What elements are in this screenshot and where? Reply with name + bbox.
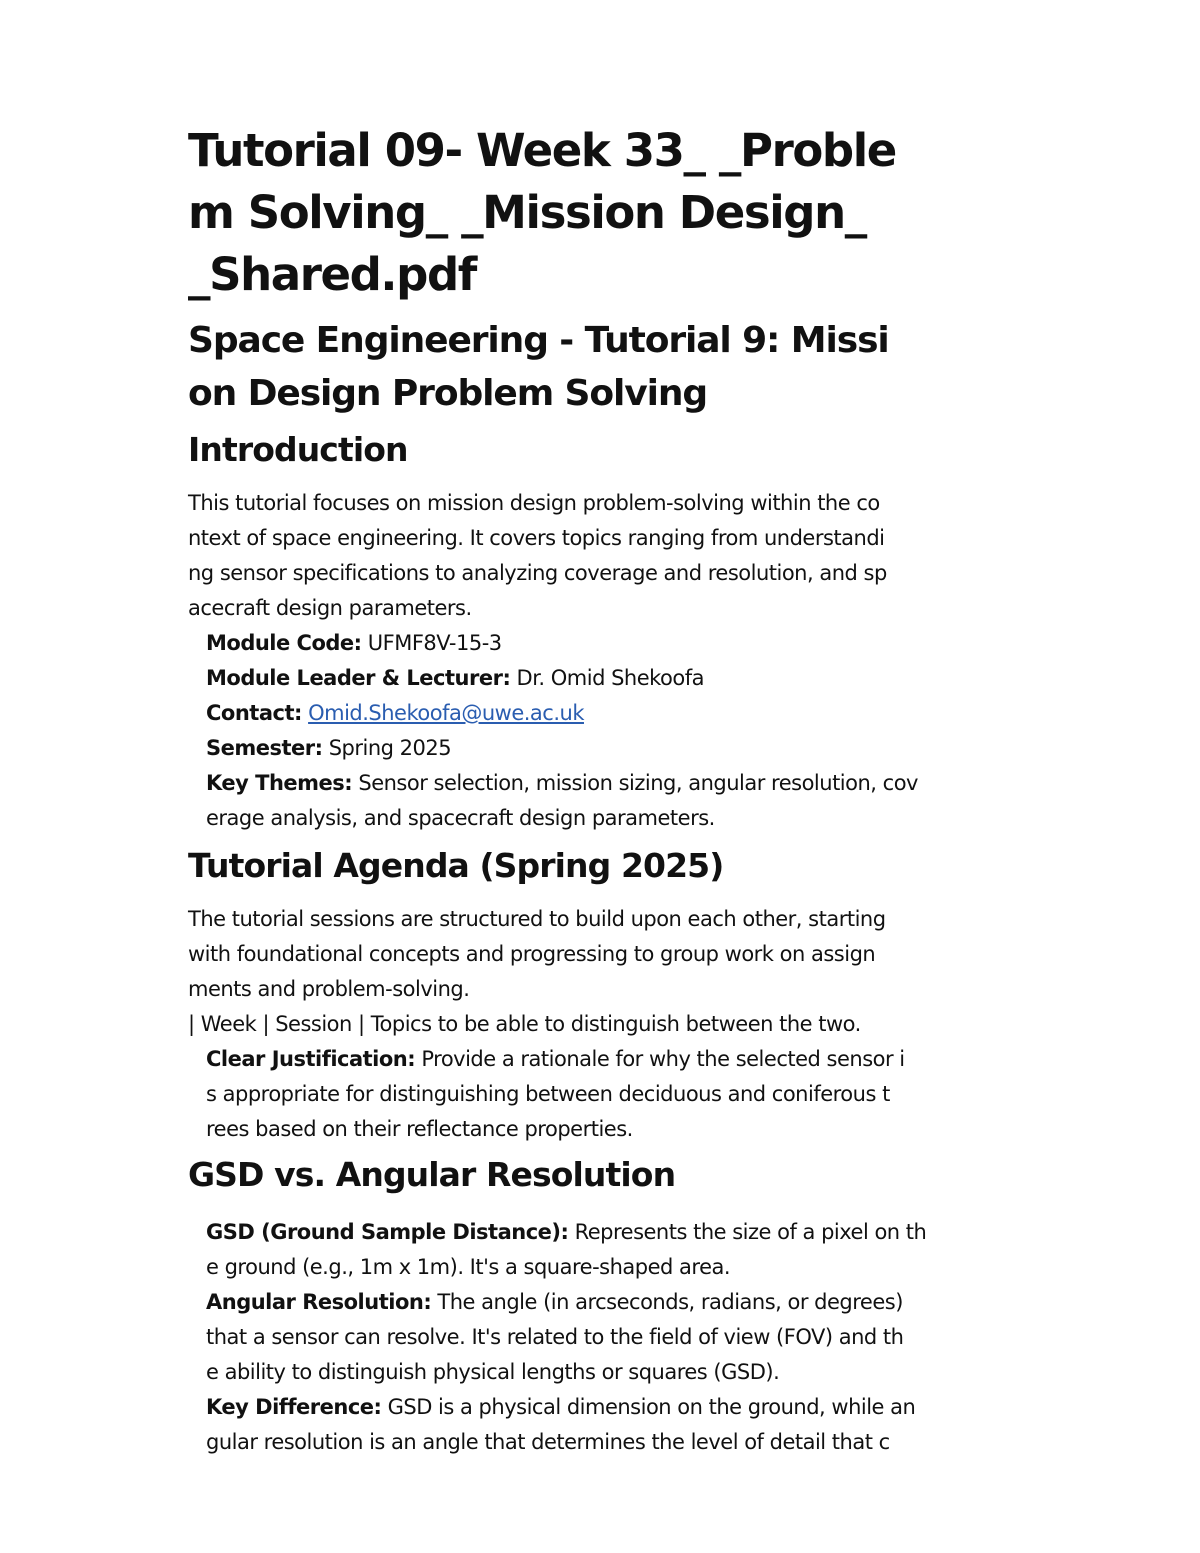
angular-continuation: e ability to distinguish physical lengths or squares (GSD).	[206, 1360, 780, 1384]
key-themes-label: Key Themes:	[206, 771, 353, 795]
justification-continuation: rees based on their reflectance properties.	[206, 1117, 633, 1141]
introduction-paragraph	[188, 486, 1018, 626]
agenda-heading: Tutorial Agenda (Spring 2025)	[188, 846, 724, 885]
title-line: _Shared.pdf	[188, 248, 476, 301]
paragraph-line: ments and problem-solving.	[188, 977, 470, 1001]
introduction-heading: Introduction	[188, 430, 408, 469]
gsd-label: GSD (Ground Sample Distance):	[206, 1220, 569, 1244]
key-themes-row	[206, 766, 1018, 801]
gsd-continuation: e ground (e.g., 1m x 1m). It's a square-shaped area.	[206, 1255, 731, 1279]
paragraph-line: The tutorial sessions are structured to build upon each other, starting	[188, 907, 886, 931]
module-leader-value: Dr. Omid Shekoofa	[510, 666, 705, 690]
contact-email-link[interactable]: Omid.Shekoofa@uwe.ac.uk	[308, 701, 584, 725]
semester-value: Spring 2025	[322, 736, 452, 760]
paragraph-line: with foundational concepts and progressing to group work on assign	[188, 942, 876, 966]
key-themes-value: Sensor selection, mission sizing, angular resolution, cov	[352, 771, 918, 795]
paragraph-line: ng sensor specifications to analyzing coverage and resolution, and sp	[188, 561, 887, 585]
difference-row	[206, 1390, 1018, 1425]
difference-continuation: gular resolution is an angle that determines the level of detail that c	[206, 1430, 890, 1454]
difference-label: Key Difference:	[206, 1395, 382, 1419]
key-themes-continuation: erage analysis, and spacecraft design parameters.	[206, 806, 715, 830]
angular-label: Angular Resolution:	[206, 1290, 432, 1314]
subtitle-line: on Design Problem Solving	[188, 373, 708, 414]
gsd-row	[206, 1215, 1018, 1250]
gsd-text: Represents the size of a pixel on th	[568, 1220, 927, 1244]
justification-label: Clear Justification:	[206, 1047, 416, 1071]
document-subtitle	[188, 314, 1018, 420]
module-leader-label: Module Leader & Lecturer:	[206, 666, 511, 690]
justification-row	[206, 1042, 1018, 1077]
justification-continuation: s appropriate for distinguishing between deciduous and coniferous t	[206, 1082, 890, 1106]
module-code-row	[206, 626, 1018, 661]
module-details	[188, 626, 1018, 836]
title-line: Tutorial 09- Week 33_ _Proble	[188, 124, 896, 177]
contact-row	[206, 696, 1018, 731]
contact-label: Contact:	[206, 701, 302, 725]
angular-continuation: that a sensor can resolve. It's related to the field of view (FOV) and th	[206, 1325, 904, 1349]
document-page	[188, 120, 1018, 1460]
agenda-table-header: | Week | Session | Topics to be able to distinguish between the two.	[188, 1012, 861, 1036]
title-line: m Solving_ _Mission Design_	[188, 186, 866, 239]
semester-row	[206, 731, 1018, 766]
paragraph-line: acecraft design parameters.	[188, 596, 472, 620]
paragraph-line: ntext of space engineering. It covers topics ranging from understandi	[188, 526, 885, 550]
module-leader-row	[206, 661, 1018, 696]
agenda-paragraph	[188, 902, 1018, 1042]
justification-block	[188, 1042, 1018, 1147]
justification-text: Provide a rationale for why the selected sensor i	[415, 1047, 905, 1071]
semester-label: Semester:	[206, 736, 323, 760]
angular-text: The angle (in arcseconds, radians, or degrees)	[431, 1290, 903, 1314]
paragraph-line: This tutorial focuses on mission design problem-solving within the co	[188, 491, 880, 515]
gsd-heading: GSD vs. Angular Resolution	[188, 1155, 676, 1194]
module-code-label: Module Code:	[206, 631, 362, 655]
gsd-definitions	[188, 1215, 1018, 1460]
angular-row	[206, 1285, 1018, 1320]
subtitle-line: Space Engineering - Tutorial 9: Missi	[188, 320, 889, 361]
document-title	[188, 120, 1018, 306]
module-code-value: UFMF8V-15-3	[361, 631, 502, 655]
difference-text: GSD is a physical dimension on the ground, while an	[381, 1395, 916, 1419]
